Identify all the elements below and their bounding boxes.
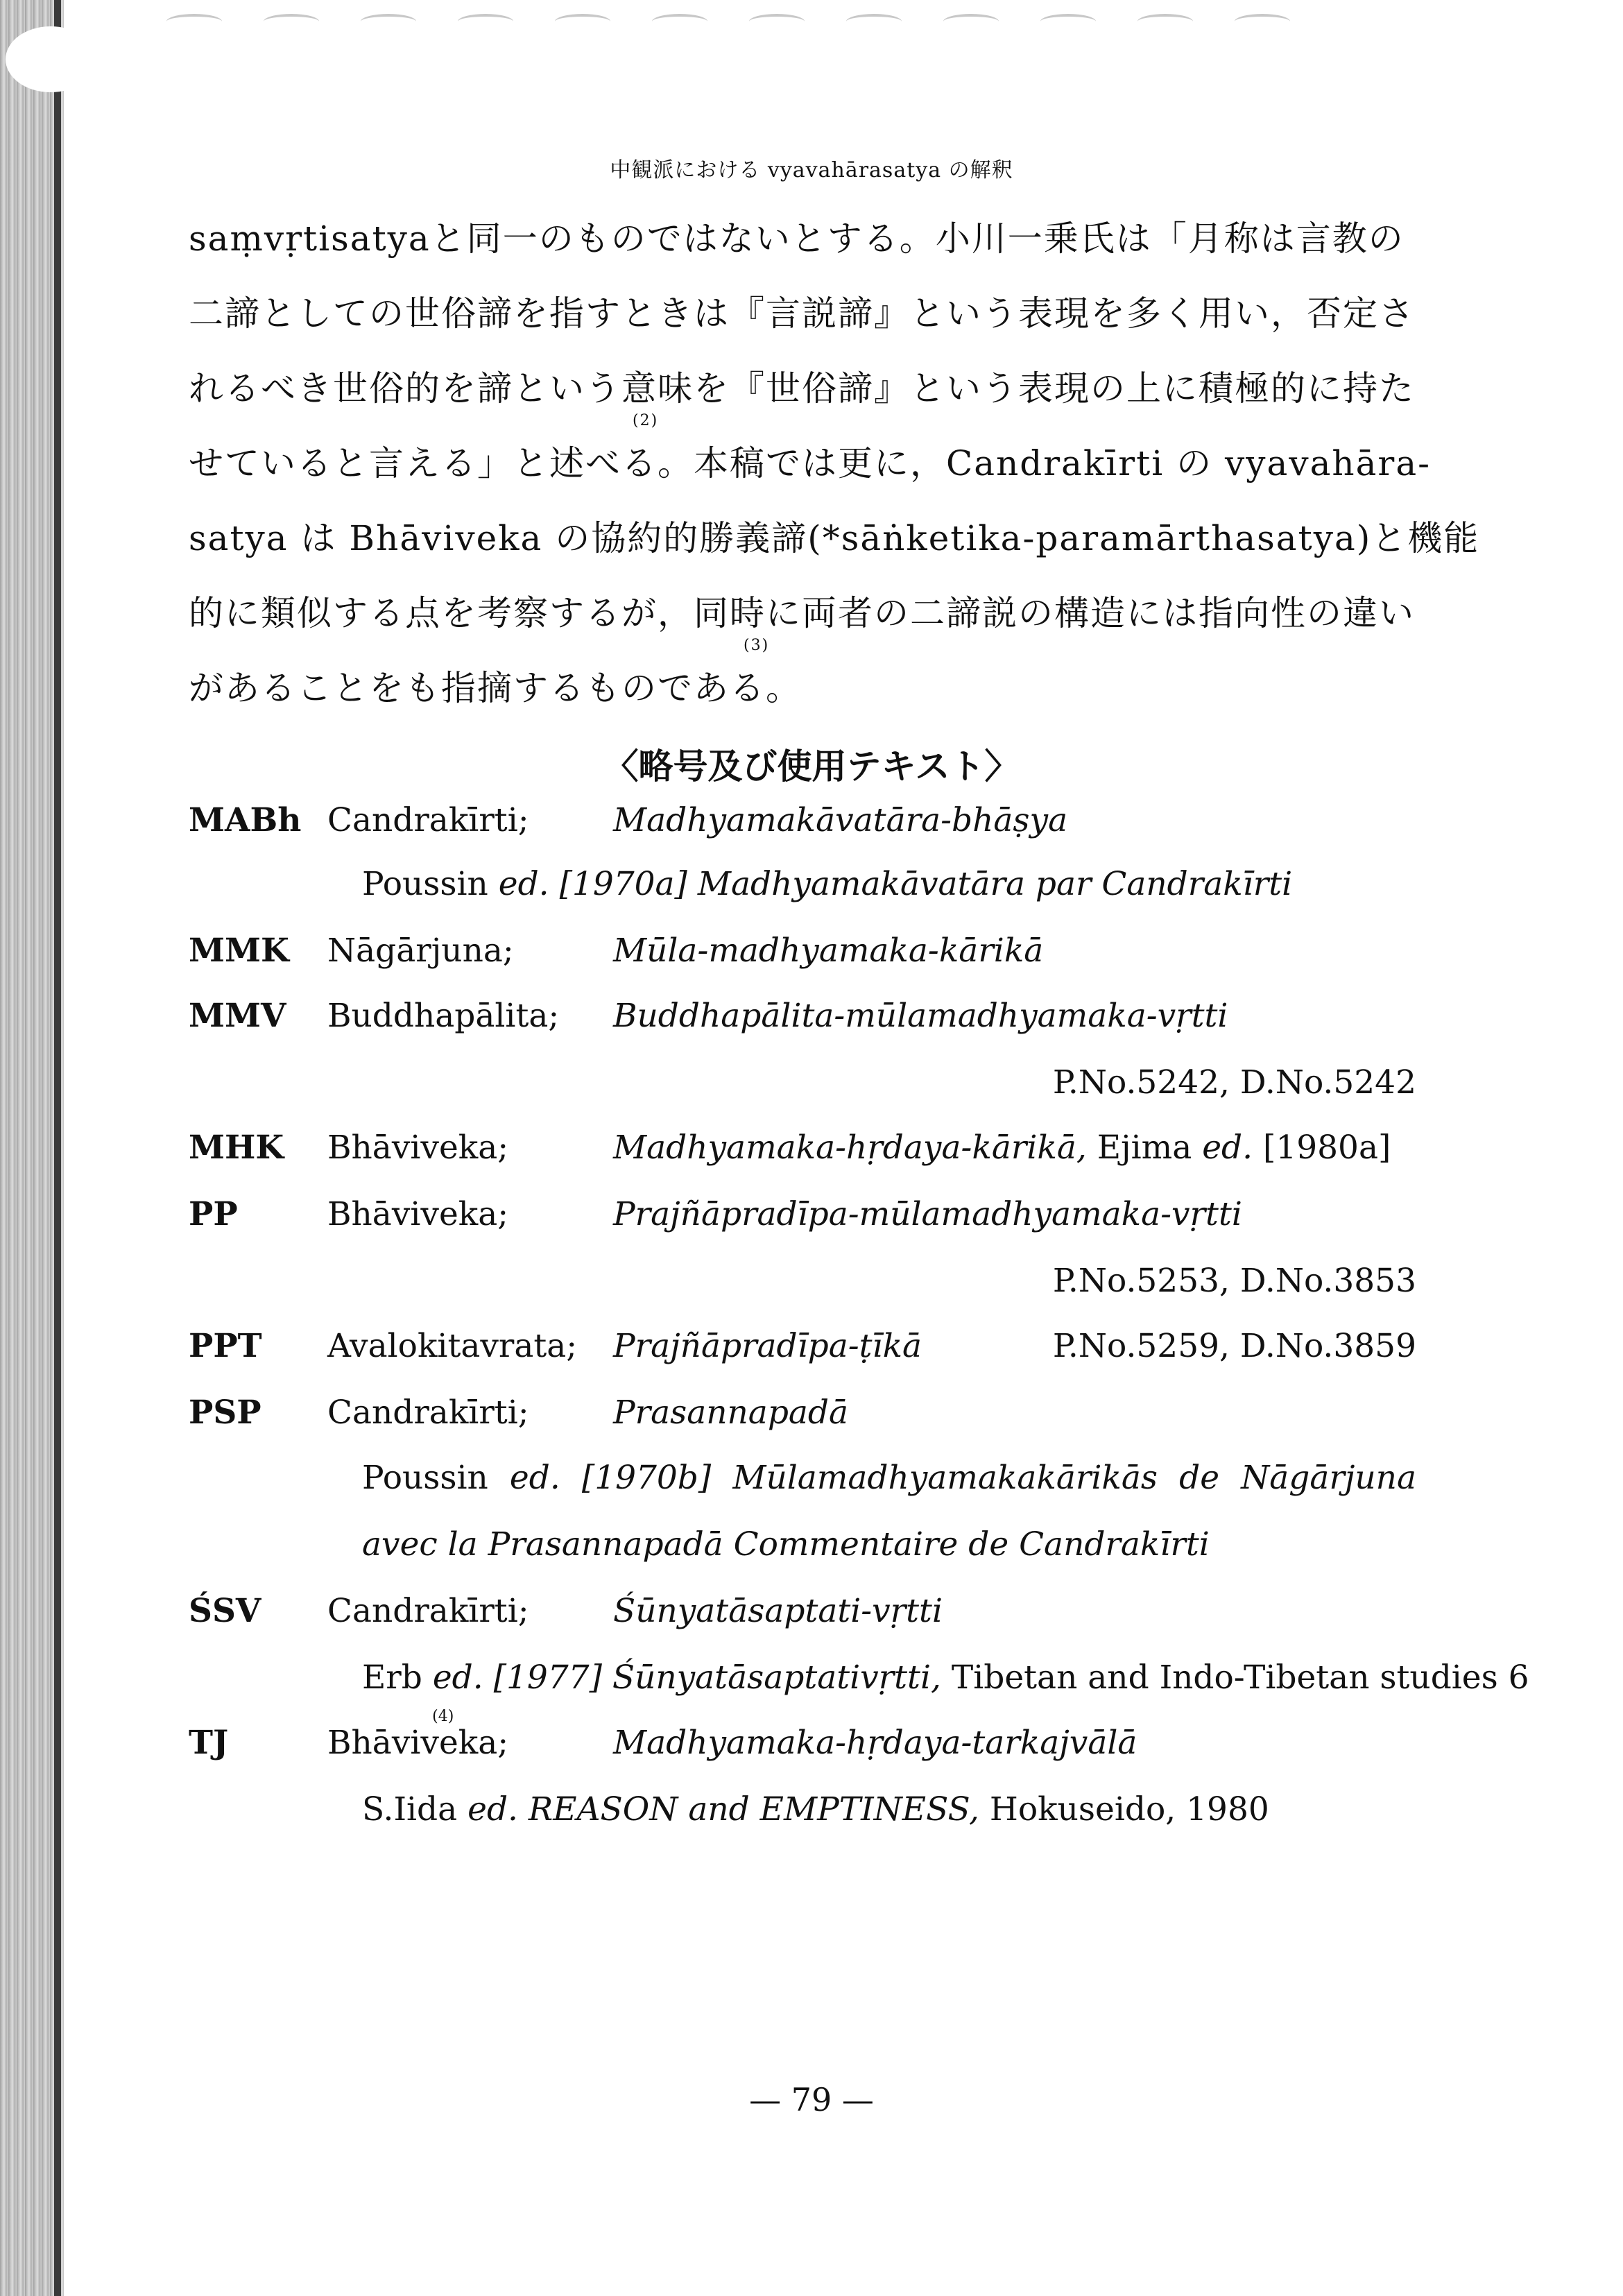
paragraph-line-3: れるべき世俗的を諦という意味を『世俗諦』という表現の上に積極的に持た bbox=[189, 368, 1415, 409]
entry-mhk bbox=[189, 1129, 1416, 1177]
abbr-code: ŚSV bbox=[189, 1592, 261, 1630]
paragraph-line-4: (2) せていると言える」と述べる。本稿では更に，Candrakīrti の vyavahāra- bbox=[189, 412, 1432, 483]
abbr-code: MMV bbox=[189, 997, 286, 1035]
work-title: Prasannapadā bbox=[613, 1394, 849, 1432]
work-title: Śūnyatāsaptati-vṛtti bbox=[613, 1592, 943, 1630]
edition: Poussin ed. [1970b] Mūlamadhyamakakārikās de Nāgārjuna bbox=[362, 1459, 1416, 1497]
footnote-ref-3: (3) bbox=[744, 637, 770, 654]
paragraph-line-6: 的に類似する点を考察するが，同時に両者の二諦説の構造には指向性の違い bbox=[189, 593, 1415, 633]
punch-hole bbox=[6, 26, 96, 92]
edition: Erb ed. [1977] Śūnyatāsaptativṛtti, Tibetan and Indo-Tibetan studies 6 bbox=[362, 1659, 1529, 1697]
work-title: Madhyamaka-hṛdaya-tarkajvālā bbox=[613, 1724, 1137, 1762]
paragraph-line-1: saṃvṛtisatyaと同一のものではないとする。小川一乗氏は「月称は言教の bbox=[189, 219, 1405, 259]
abbr-code: PSP bbox=[189, 1394, 261, 1432]
author: Bhāviveka; bbox=[327, 1195, 509, 1233]
entry-mabh bbox=[189, 801, 1416, 850]
entry-mmv-ref bbox=[189, 1063, 1416, 1112]
paragraph-line-7: (3) があることをも指摘するものである。 bbox=[189, 637, 802, 708]
entry-pp-ref bbox=[189, 1262, 1416, 1310]
work-title: Madhyamakāvatāra-bhāṣya bbox=[613, 801, 1068, 839]
work-title: Prajñāpradīpa-mūlamadhyamaka-vṛtti bbox=[613, 1195, 1242, 1233]
entry-pp bbox=[189, 1195, 1416, 1244]
entry-mabh-edition bbox=[189, 865, 1416, 914]
edition: Poussin ed. [1970a] Madhyamakāvatāra par Candrakīrti bbox=[362, 865, 1293, 903]
catalogue-ref: P.No.5242, D.No.5242 bbox=[1052, 1063, 1416, 1102]
author: Bhāviveka; bbox=[327, 1129, 509, 1167]
work-title: Buddhapālita-mūlamadhyamaka-vṛtti bbox=[613, 997, 1228, 1035]
paragraph-line-2: 二諦としての世俗諦を指すときは『言説諦』という表現を多く用い，否定さ bbox=[189, 293, 1415, 334]
entry-ssv-edition bbox=[189, 1659, 1529, 1707]
author: Nāgārjuna; bbox=[327, 932, 514, 970]
work-title: Prajñāpradīpa-ṭīkā bbox=[613, 1327, 922, 1365]
abbr-code: PPT bbox=[189, 1327, 262, 1365]
author: Avalokitavrata; bbox=[327, 1327, 578, 1365]
footnote-ref-4: (4) bbox=[432, 1708, 454, 1726]
entry-ppt bbox=[189, 1327, 1416, 1376]
footnote-ref-2: (2) bbox=[633, 412, 659, 429]
abbr-code: MABh bbox=[189, 801, 302, 839]
binding-shadow bbox=[54, 0, 61, 2296]
edition-title: avec la Prasannapadā Commentaire de Candrakīrti bbox=[362, 1525, 1210, 1563]
edition: S.Iida ed. REASON and EMPTINESS, Hokuseido, 1980 bbox=[362, 1790, 1269, 1828]
entry-tj bbox=[189, 1708, 1416, 1772]
abbr-code: MMK bbox=[189, 932, 289, 970]
abbr-code: TJ bbox=[189, 1724, 229, 1762]
author: Buddhapālita; bbox=[327, 997, 560, 1035]
abbr-code: PP bbox=[189, 1195, 238, 1233]
work-title: Mūla-madhyamaka-kārikā bbox=[613, 932, 1044, 970]
paragraph-line-5: satya は Bhāviveka の協約的勝義諦(*sāṅketika-paramārthasatya)と機能 bbox=[189, 518, 1480, 558]
author: Candrakīrti; bbox=[327, 801, 529, 839]
body-paragraph bbox=[189, 201, 1480, 726]
scan-marks bbox=[166, 14, 1484, 42]
entry-mmv bbox=[189, 997, 1416, 1045]
section-title: 〈略号及び使用テキスト〉 bbox=[603, 746, 1020, 787]
author: Bhāviveka;$^{(4)}$ bbox=[327, 1708, 509, 1762]
page-number: — 79 — bbox=[749, 2081, 874, 2118]
entry-psp-edition-2 bbox=[189, 1525, 1416, 1574]
catalogue-ref: P.No.5253, D.No.3853 bbox=[1052, 1262, 1416, 1300]
abbr-code: MHK bbox=[189, 1129, 284, 1167]
work-title: Madhyamaka-hṛdaya-kārikā, Ejima ed. [1980a] bbox=[613, 1129, 1391, 1167]
entry-psp bbox=[189, 1394, 1416, 1442]
author: Candrakīrti; bbox=[327, 1592, 529, 1630]
running-head: 中観派における vyavahārasatya の解釈 bbox=[610, 158, 1013, 182]
catalogue-ref: P.No.5259, D.No.3859 bbox=[1052, 1327, 1416, 1365]
entry-tj-edition bbox=[189, 1790, 1416, 1839]
author: Candrakīrti; bbox=[327, 1394, 529, 1432]
entry-mmk bbox=[189, 932, 1416, 980]
entry-psp-edition bbox=[189, 1459, 1416, 1507]
entry-ssv bbox=[189, 1592, 1416, 1640]
